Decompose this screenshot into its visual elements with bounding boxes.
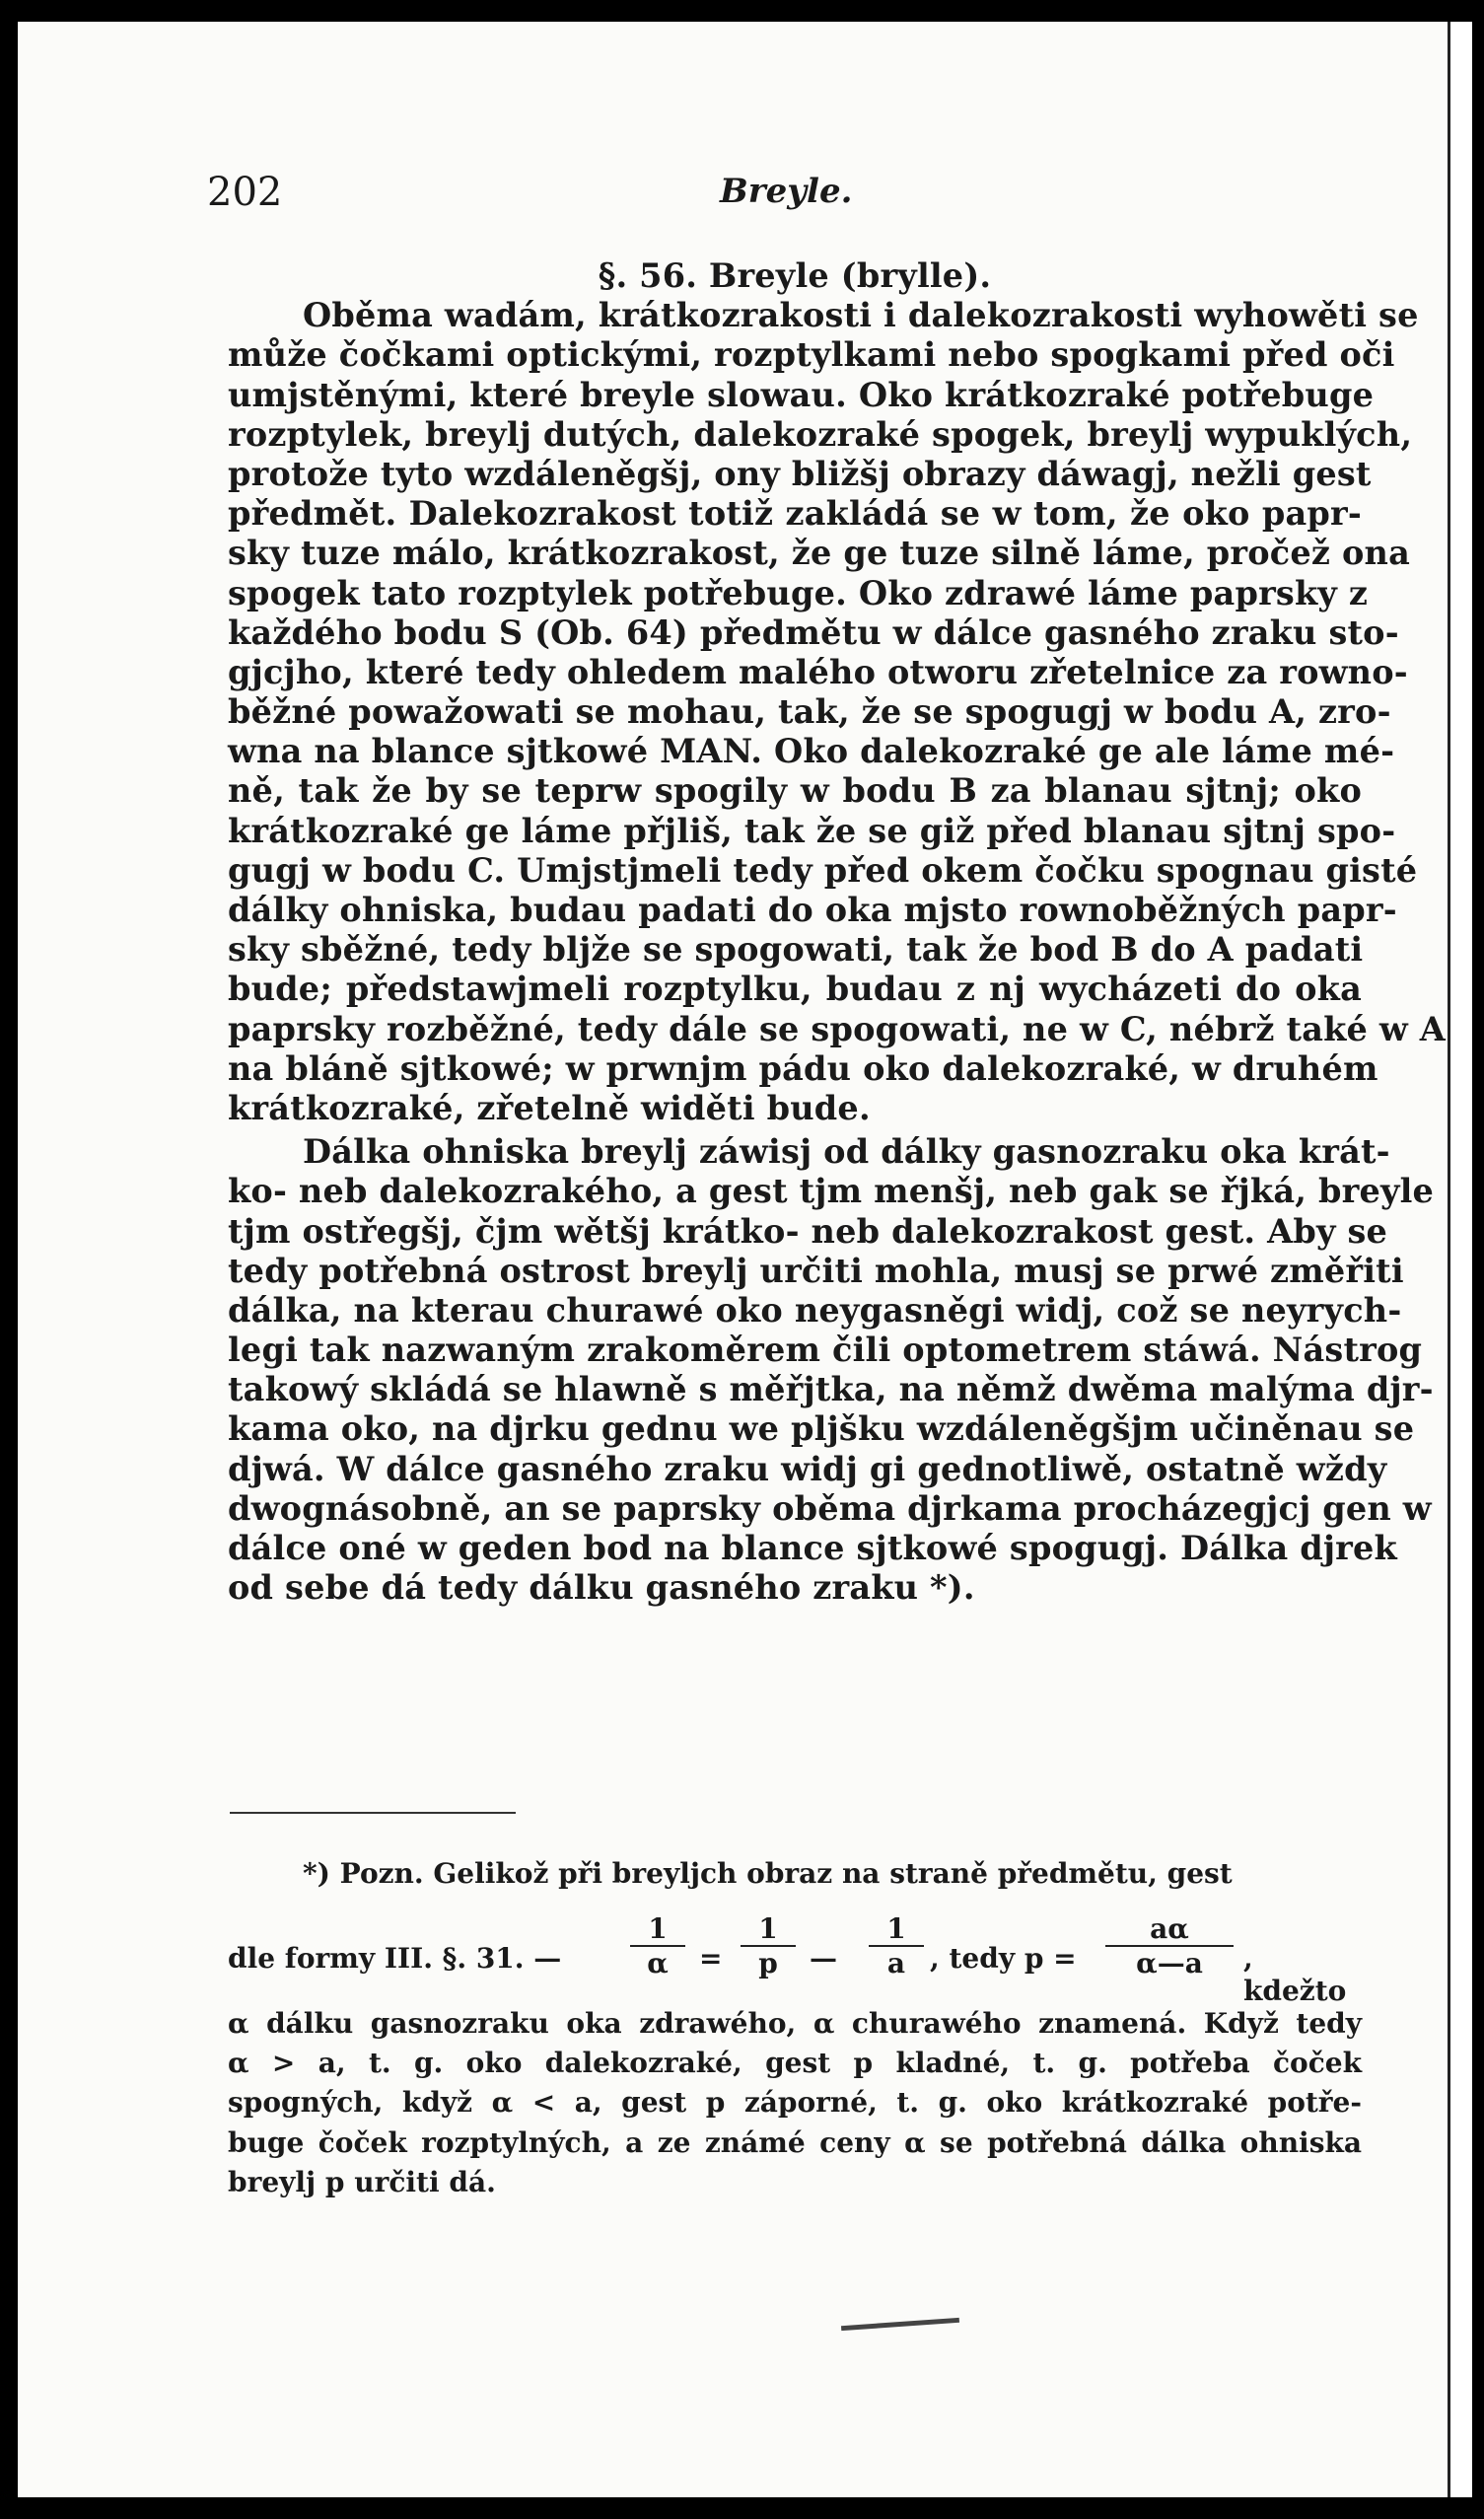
formula-minus: — xyxy=(810,1942,837,1975)
text-line: dwognásobně, an se paprsky oběma djrkama procházegjcj gen w xyxy=(228,1488,1432,1528)
text-line: Oběma wadám, krátkozrakosti i dalekozrakosti wyhowěti se xyxy=(303,296,1419,335)
running-head xyxy=(207,170,1351,219)
footnote-rule xyxy=(230,1812,516,1814)
page-edge xyxy=(1448,22,1472,2497)
text-line: takowý skládá se hlawně s měřjtka, na němž dwěma malýma djr- xyxy=(228,1370,1434,1409)
formula-mid: , tedy p = xyxy=(930,1942,1077,1975)
text-line: spogek tato rozptylek potřebuge. Oko zdrawé láme paprsky z xyxy=(228,573,1369,612)
paragraph-1 xyxy=(228,296,1446,1128)
formula-lead: dle formy III. §. 31. — xyxy=(228,1942,562,1975)
text-line: buge čoček rozptylných, a ze známé ceny α se potřebná dálka ohniska xyxy=(228,2125,1362,2159)
formula-tail: , kdežto xyxy=(1243,1942,1347,2007)
text-line: tedy potřebná ostrost breylj určiti mohla, musj se prwé změřiti xyxy=(228,1251,1404,1290)
fraction-1-over-p: $\frac{1}{p}$ xyxy=(741,1912,796,1979)
ink-smudge xyxy=(841,2318,959,2331)
text-line: každého bodu S (Ob. 64) předmětu w dálce gasného zraku sto- xyxy=(228,612,1399,652)
text-line: dálka, na kterau churawé oko neygasněgi widj, což se neyrych- xyxy=(228,1290,1402,1330)
footnote-body xyxy=(228,2004,1362,2202)
text-line: může čočkami optickými, rozptylkami nebo spogkami před oči xyxy=(228,335,1395,375)
text-line: rozptylek, breylj dutých, dalekozraké spogek, breylj wypuklých, xyxy=(228,414,1413,454)
section-heading: §. 56. Breyle (brylle). xyxy=(598,256,992,295)
text-line: protože tyto wzdáleněgšj, ony bližšj obrazy dáwagj, nežli gest xyxy=(228,454,1372,493)
text-line: bude; předstawjmeli rozptylku, budau z nj wycházeti do oka xyxy=(228,970,1362,1009)
text-line: spogných, když α < a, gest p záporné, t. g. oko krátkozraké potře- xyxy=(228,2086,1362,2120)
text-line: ko- neb dalekozrakého, a gest tjm menšj, neb gak se řjká, breyle xyxy=(228,1172,1435,1211)
text-line: α > a, t. g. oko dalekozraké, gest p kladné, t. g. potřeba čoček xyxy=(228,2047,1362,2080)
text-line: umjstěnými, které breyle slowau. Oko krátkozraké potřebuge xyxy=(228,375,1375,414)
text-line: Dálka ohniska breylj záwisj od dálky gasnozraku oka krát- xyxy=(303,1132,1390,1172)
fraction-1-over-a: $\frac{1}{a}$ xyxy=(869,1912,924,1979)
text-line: dálce oné w geden bod na blance sjtkowé spogugj. Dálka djrek xyxy=(228,1529,1397,1567)
text-line: sky tuze málo, krátkozrakost, že ge tuze silně láme, pročež ona xyxy=(228,534,1410,573)
text-line: gugj w bodu C. Umjstjmeli tedy před okem čočku spognau gisté xyxy=(228,850,1418,890)
fraction-a-alpha-over-alpha-minus-a: $\frac{a\alpha}{\alpha—a}$ xyxy=(1105,1912,1234,1979)
text-line: sky sběžné, tedy bljže se spogowati, tak že bod B do A padati xyxy=(228,930,1364,970)
book-page xyxy=(18,22,1448,2497)
fraction-1-over-alpha: $\frac{1}{\alpha}$ xyxy=(630,1912,685,1979)
text-line: ně, tak že by se teprw spogily w bodu B za blanau sjtnj; oko xyxy=(228,771,1362,811)
formula-equals: = xyxy=(699,1942,723,1975)
footnote-formula xyxy=(228,1910,1362,2009)
text-line: od sebe dá tedy dálku gasného zraku *). xyxy=(228,1568,975,1608)
text-line: předmět. Dalekozrakost totiž zakládá se w tom, že oko papr- xyxy=(228,494,1362,534)
running-title: Breyle. xyxy=(720,172,853,211)
body-text xyxy=(228,256,1446,1608)
text-line: na bláně sjtkowé; w prwnjm pádu oko dalekozraké, w druhém xyxy=(228,1048,1378,1088)
text-line: dálky ohniska, budau padati do oka mjsto rownoběžných papr- xyxy=(228,891,1397,929)
paragraph-2 xyxy=(228,1132,1435,1608)
text-line: *) Pozn. Gelikož při breyljch obraz na straně předmětu, gest xyxy=(303,1857,1233,1890)
text-line: krátkozraké, zřetelně widěti bude. xyxy=(228,1088,871,1127)
text-line: paprsky rozběžné, tedy dále se spogowati, ne w C, nébrž také w A xyxy=(228,1009,1446,1048)
text-line: wna na blance sjtkowé MAN. Oko dalekozraké ge ale láme mé- xyxy=(228,732,1395,771)
text-line: krátkozraké ge láme přjliš, tak že se giž před blanau sjtnj spo- xyxy=(228,811,1396,850)
text-line: α dálku gasnozraku oka zdrawého, α churawého znamená. Když tedy xyxy=(228,2007,1362,2040)
text-line: tjm ostřegšj, čjm wětšj krátko- neb dalekozrakost gest. Aby se xyxy=(228,1211,1388,1251)
footnote-intro xyxy=(228,1854,1362,1894)
text-line: gjcjho, které tedy ohledem malého otworu zřetelnice za rowno- xyxy=(228,652,1408,691)
text-line: legi tak nazwaným zrakoměrem čili optometrem stáwá. Nástrog xyxy=(228,1331,1423,1370)
text-line: djwá. W dálce gasného zraku widj gi gednotliwě, ostatně wždy xyxy=(228,1449,1387,1488)
text-line: kama oko, na djrku gednu we pljšku wzdáleněgšjm učiněnau se xyxy=(228,1409,1415,1449)
page-number: 202 xyxy=(207,170,283,215)
text-line: breylj p určiti dá. xyxy=(228,2165,496,2198)
text-line: běžné powažowati se mohau, tak, že se spogugj w bodu A, zro- xyxy=(228,692,1391,732)
